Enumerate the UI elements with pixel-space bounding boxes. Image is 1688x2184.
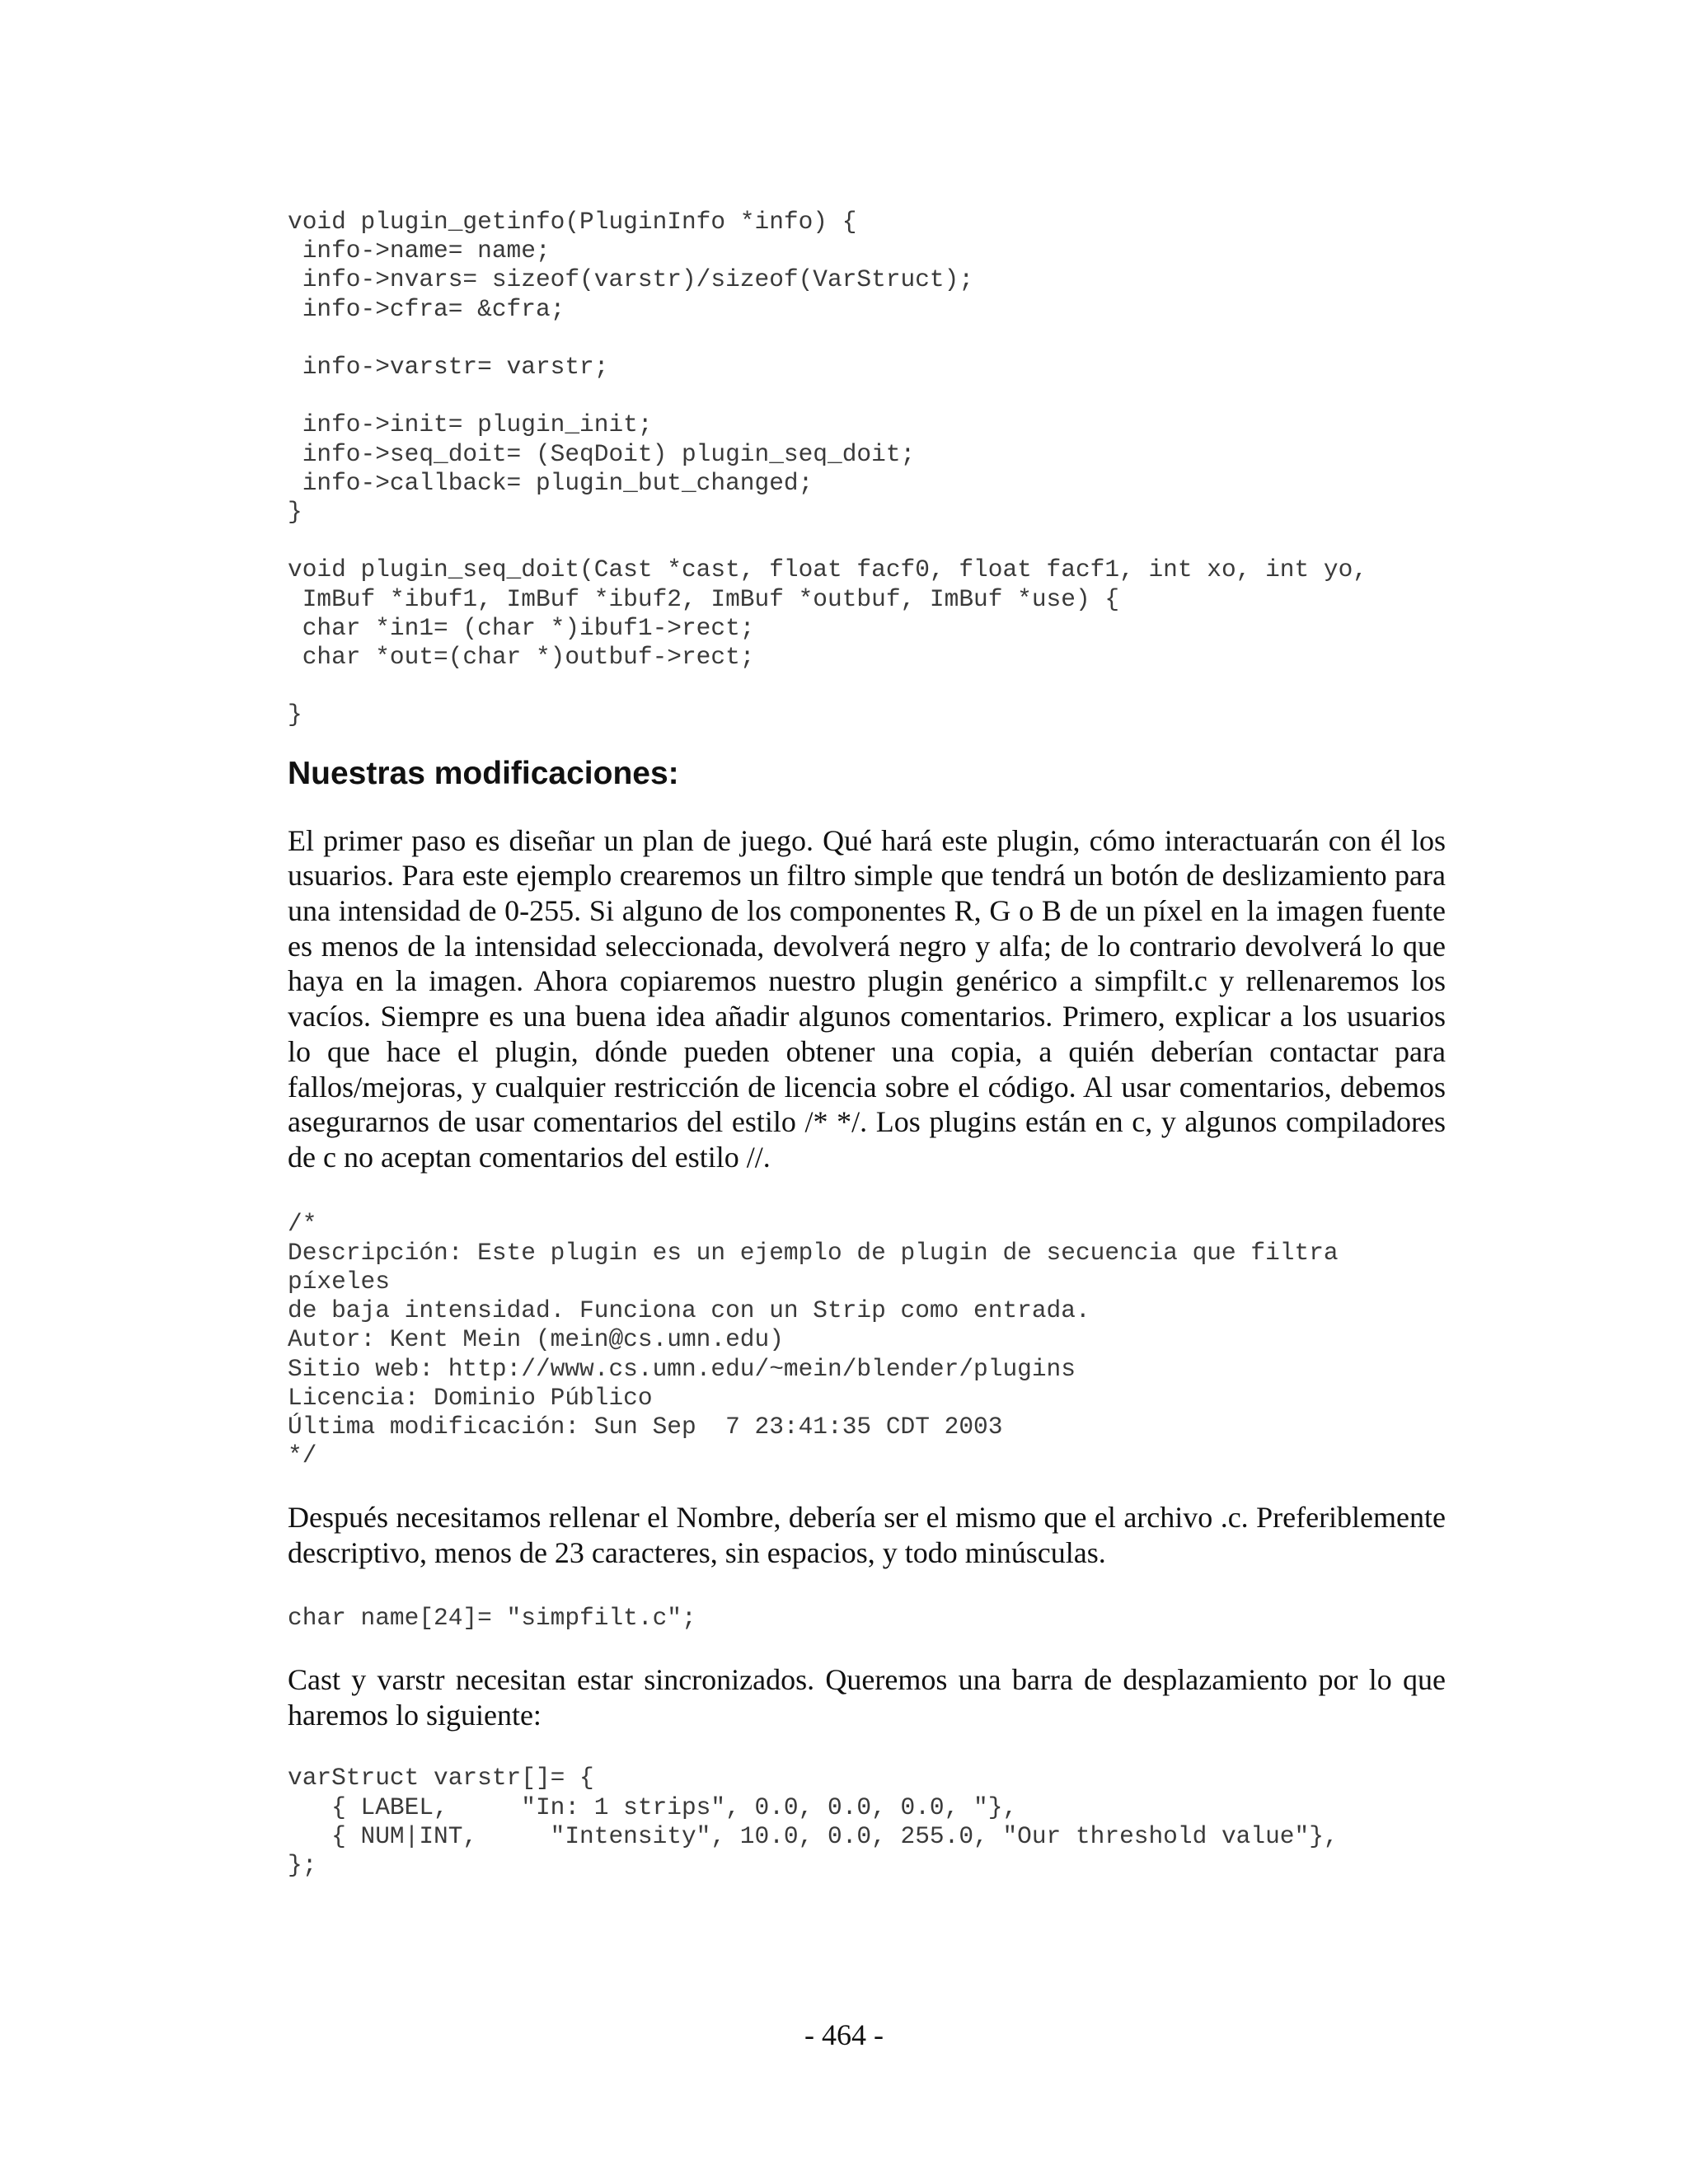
code-line [288,324,1446,353]
code-block-varstr [288,1764,1446,1880]
page-number: - 464 - [804,2018,884,2051]
code-line: } [288,498,302,526]
code-line: info->nvars= sizeof(varstr)/sizeof(VarStruct); [288,265,974,294]
page-content [288,208,1446,1880]
code-line: info->varstr= varstr; [288,353,609,381]
code-line: { LABEL, "In: 1 strips", 0.0, 0.0, 0.0, "}, [288,1793,1018,1821]
code-line: ImBuf *ibuf1, ImBuf *ibuf2, ImBuf *outbuf, ImBuf *use) { [288,584,1120,613]
code-line: píxeles [288,1268,390,1296]
code-line [288,527,1446,555]
code-line: { NUM|INT, "Intensity", 10.0, 0.0, 255.0, "Our threshold value"}, [288,1821,1339,1850]
code-line: info->seq_doit= (SeqDoit) plugin_seq_doit; [288,439,916,468]
code-line [288,382,1446,410]
code-line: info->name= name; [288,237,551,265]
code-line: Sitio web: http://www.cs.umn.edu/~mein/blender/plugins [288,1354,1076,1383]
code-line: info->cfra= &cfra; [288,294,565,323]
code-line: char *in1= (char *)ibuf1->rect; [288,613,755,642]
code-line: Última modificación: Sun Sep 7 23:41:35 CDT 2003 [288,1413,1003,1441]
paragraph-name: Después necesitamos rellenar el Nombre, debería ser el mismo que el archivo .c. Preferiblemente descriptivo, menos de 23 caracteres, sin espacios, y todo minúsculas. [288,1501,1446,1570]
code-line: Descripción: Este plugin es un ejemplo de plugin de secuencia que filtra [288,1238,1339,1267]
paragraph-intro: El primer paso es diseñar un plan de juego. Qué hará este plugin, cómo interactuarán con él los usuarios. Para este ejemplo crearemos un filtro simple que tendrá un botón de deslizamiento para una intensidad de 0-255. Si alguno de los componentes R, G o B de un píxel en la imagen fuente es menos de la intensidad seleccionada, devolverá negro y alfa; de lo contrario devolverá lo que haya en la imagen. Ahora copiaremos nuestro plugin genérico a simpfilt.c y rellenaremos los vacíos. Siempre es una buena idea añadir algunos comentarios. Primero, explicar a los usuarios lo que hace el plugin, dónde pueden obtener una copia, a quién deberían contactar para fallos/mejoras, y cualquier restricción de licencia sobre el código. Al usar comentarios, debemos asegurarnos de usar comentarios del estilo /* */. Los plugins están en c, y algunos compiladores de c no aceptan comentarios del estilo //. [288,823,1446,1174]
code-block-name [288,1604,1446,1633]
code-line: */ [288,1441,317,1470]
code-line: } [288,701,302,729]
code-line: }; [288,1851,317,1880]
code-line: varStruct varstr[]= { [288,1764,594,1793]
code-line: de baja intensidad. Funciona con un Strip como entrada. [288,1296,1090,1325]
code-line: info->callback= plugin_but_changed; [288,468,814,497]
code-line: char name[24]= "simpfilt.c"; [288,1603,696,1632]
code-line: char *out=(char *)outbuf->rect; [288,643,755,671]
code-line: info->init= plugin_init; [288,410,653,439]
code-line: Autor: Kent Mein (mein@cs.umn.edu) [288,1325,784,1354]
paragraph-cast-varstr: Cast y varstr necesitan estar sincronizados. Queremos una barra de desplazamiento por lo que haremos lo siguiente: [288,1663,1446,1732]
code-block-description-comment [288,1210,1446,1471]
code-block-getinfo [288,208,1446,730]
code-line [288,672,1446,701]
code-line: void plugin_getinfo(PluginInfo *info) { [288,208,857,236]
code-line: /* [288,1209,317,1238]
code-line: void plugin_seq_doit(Cast *cast, float facf0, float facf1, int xo, int yo, [288,555,1368,584]
code-line: Licencia: Dominio Público [288,1383,653,1412]
section-heading: Nuestras modificaciones: [288,755,679,791]
